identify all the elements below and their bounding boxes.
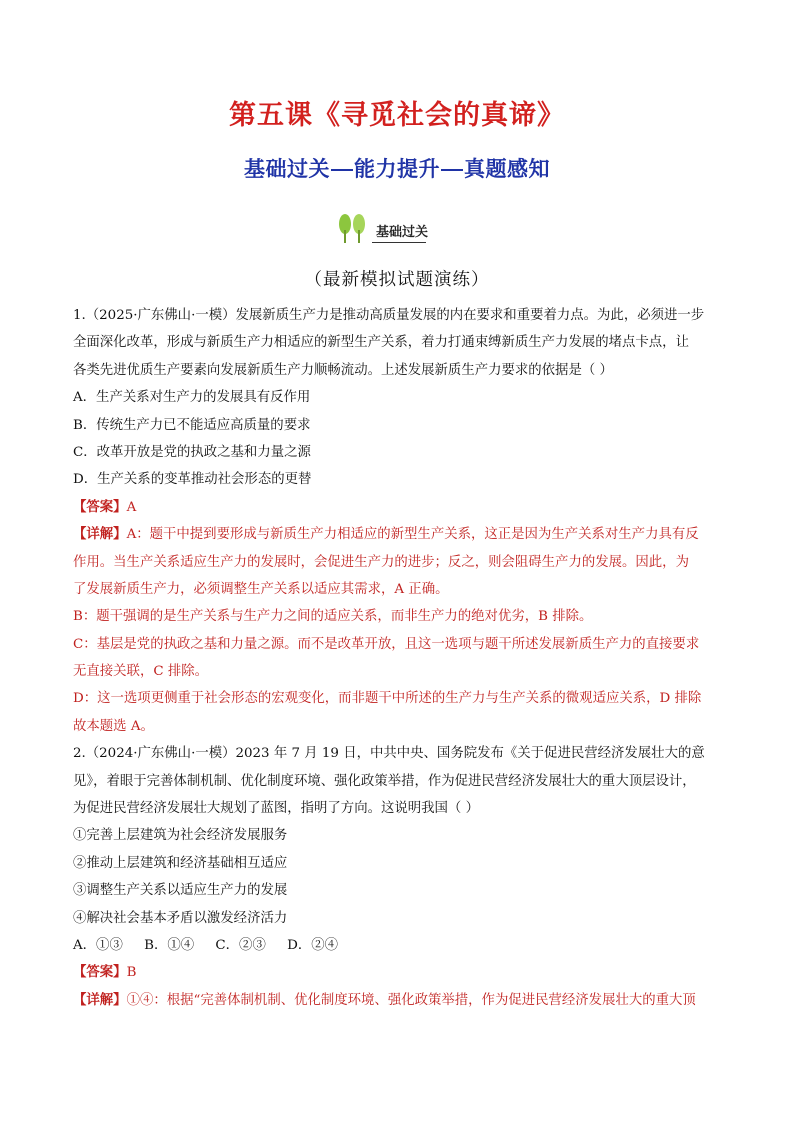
detail-line: 故本题选 A。 [73,718,154,734]
question-stem-line: 1.（2025·广东佛山·一模）发展新质生产力是推动高质量发展的内在要求和重要着力点。为此，必须进一步 [73,308,705,323]
detail-line: 了发展新质生产力，必须调整生产关系以适应其需求，A 正确。 [73,581,449,597]
answer-tag: 【答案】 [73,964,127,981]
answer-value: A [126,499,137,515]
statement-4: ④解决社会基本矛盾以激发经济活力 [73,910,288,926]
subtitle-part-ability: 能力提升 [354,157,440,181]
section-badge-label: 基础过关 [376,225,429,240]
option-b: B．传统生产力已不能适应高质量的要求 [73,417,311,433]
question-stem-line: 全面深化改革，形成与新质生产力相适应的新型生产关系，着力打通束缚新质生产力发展的堵点卡点，让 [73,335,689,351]
detail-tag: 【详解】 [73,991,127,1008]
detail-line: 作用。当生产关系适应生产力的发展时，会促进生产力的进步；反之，则会阻碍生产力的发展。因此，为 [73,554,689,570]
detail-tag: 【详解】 [73,526,127,543]
question-stem-line: 各类先进优质生产要素向发展新质生产力顺畅流动。上述发展新质生产力要求的依据是（ ） [73,362,613,378]
statement-2: ②推动上层建筑和经济基础相互适应 [73,855,288,871]
option-a: A．生产关系对生产力的发展具有反作用 [73,390,311,406]
answer-line [73,494,723,521]
detail-line: C：基层是党的执政之基和力量之源。而不是改革开放，且这一选项与题干所述发展新质生产力的直接要求 [73,636,700,652]
page-subtitle [0,153,794,183]
question-stem-line: 见》，着眼于完善体制机制、优化制度环境、强化政策举措，作为促进民营经济发展壮大的重大顶层设计， [73,773,696,789]
question-2 [73,740,723,1014]
statement-3: ③调整生产关系以适应生产力的发展 [73,883,288,899]
subtitle-dash [331,169,353,171]
detail-line [73,987,723,1014]
question-list [73,302,723,1014]
detail-line: D：这一选项更侧重于社会形态的宏观变化，而非题干中所述的生产力与生产关系的微观适应关系，D 排除 [73,691,702,707]
options-line: A．①③ B．①④ C．②③ D．②④ [73,937,339,953]
question-1 [73,302,723,740]
detail-line [73,521,723,548]
badge-underline [372,242,426,243]
detail-text: ①④：根据“完善体制机制、优化制度环境、强化政策举措，作为促进民营经济发展壮大的重大顶 [126,992,696,1008]
question-stem-line: 2.（2024·广东佛山·一模）2023 年 7 月 19 日，中共中央、国务院发布《关于促进民营经济发展壮大的意 [73,746,705,762]
detail-line: 无直接关联，C 排除。 [73,664,209,680]
subtitle-part-basic: 基础过关 [244,157,330,181]
section-badge [334,208,430,246]
detail-line: B：题干强调的是生产关系与生产力之间的适应关系，而非生产力的绝对优劣，B 排除。 [73,609,593,625]
answer-tag: 【答案】 [73,498,127,515]
detail-text: A：题干中提到要形成与新质生产力相适应的新型生产关系，这正是因为生产关系对生产力具有反 [126,527,699,543]
page-title: 第五课《寻觅社会的真谛》 [229,100,565,131]
option-c: C．改革开放是党的执政之基和力量之源 [73,444,311,460]
subtitle-part-real: 真题感知 [464,157,550,181]
answer-line [73,959,723,986]
subtitle-dash [441,169,463,171]
answer-value: B [126,965,137,981]
question-stem-line: 为促进民营经济发展壮大规划了蓝图，指明了方向。这说明我国（ ） [73,801,479,817]
tree-icon [334,212,370,244]
statement-1: ①完善上层建筑为社会经济发展服务 [73,828,288,844]
option-d: D．生产关系的变革推动社会形态的更替 [73,472,312,488]
section-heading: （最新模拟试题演练） [304,270,490,290]
